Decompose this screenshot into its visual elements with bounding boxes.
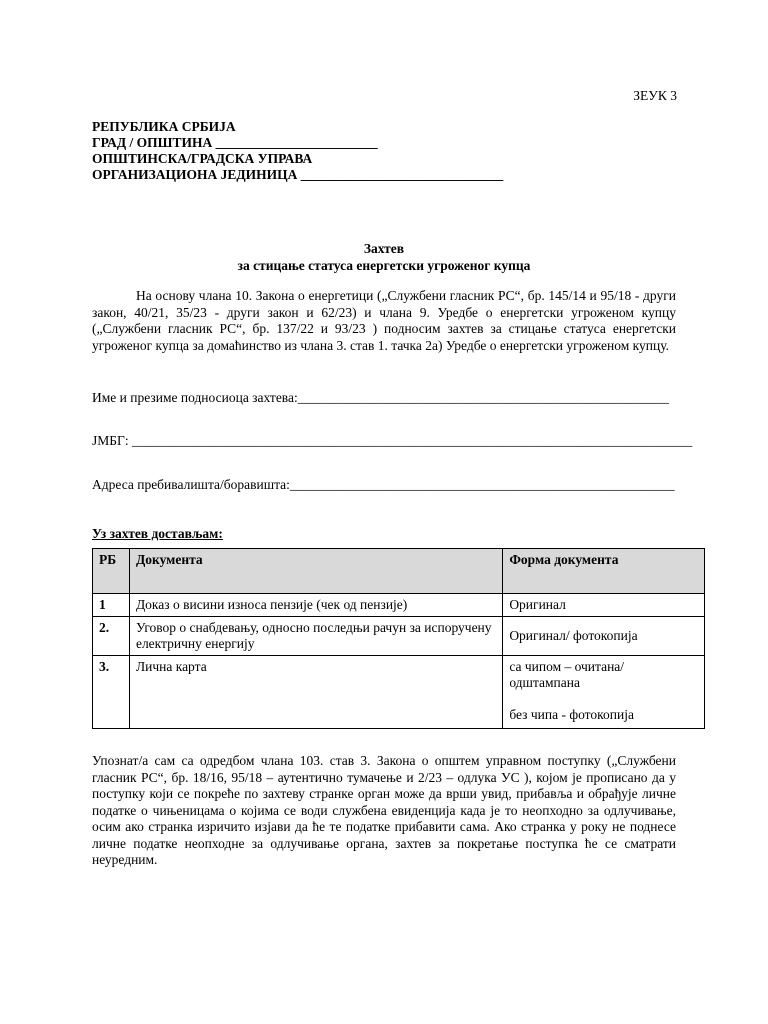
row-number: 3. — [93, 656, 130, 729]
row-form: Оригинал/ фотокопија — [503, 617, 705, 656]
form-with-chip: са чипом – очитана/одштампана — [509, 659, 625, 690]
documents-table — [92, 548, 705, 729]
header-administration: ОПШТИНСКА/ГРАДСКА УПРАВА — [92, 151, 313, 166]
intro-text: На основу члана 10. Закона о енергетици („Службени гласник РС“, бр. 145/14 и 95/18 - други закон, 40/21, 35/23 - други закон и 62/23) и члана 9. Уредбе о енергетски угроженом купцу („Службени гласник РС“, бр. 137/22 и 93/23 ) подносим захтев за стицање статуса енергетски угроженог купца за домаћинство из члана 3. став 1. тачка 2а) Уредбе о енергетски угроженом купцу. — [92, 288, 676, 353]
row-document: Лична карта — [129, 656, 502, 729]
row-number: 2. — [93, 617, 130, 656]
header-organizational-unit: ОРГАНИЗАЦИОНА ЈЕДИНИЦА ______________________________ — [92, 167, 504, 182]
row-document: Доказ о висини износа пензије (чек од пензије) — [129, 594, 502, 617]
header-document-form: Форма документа — [503, 549, 705, 594]
enclosures-heading: Уз захтев достављам: — [92, 526, 223, 541]
row-form — [503, 656, 705, 729]
table-row — [93, 594, 705, 617]
request-title — [92, 240, 676, 274]
form-without-chip: без чипа - фотокопија — [509, 707, 634, 722]
header-city-municipality: ГРАД / ОПШТИНА ________________________ — [92, 135, 378, 150]
table-row — [93, 656, 705, 729]
applicant-name-field: Име и презиме подносиоца захтева:_______________________________________________________ — [92, 390, 669, 405]
title-main: Захтев — [363, 241, 405, 256]
table-row — [93, 617, 705, 656]
form-code: ЗЕУК 3 — [633, 88, 677, 103]
row-document: Уговор о снабдевању, односно последњи рачун за испоручену електричну енергију — [129, 617, 502, 656]
row-form: Оригинал — [503, 594, 705, 617]
table-header-row — [93, 549, 705, 594]
authority-header — [92, 119, 503, 183]
address-field: Адреса пребивалишта/боравишта:_________________________________________________________ — [92, 477, 675, 492]
header-number: РБ — [93, 549, 130, 594]
title-subtitle: за стицање статуса енергетски угроженог купца — [237, 258, 531, 273]
header-document: Документа — [129, 549, 502, 594]
intro-paragraph — [92, 288, 676, 354]
row-number: 1 — [93, 594, 130, 617]
header-country: РЕПУБЛИКА СРБИЈА — [92, 119, 236, 134]
jmbg-field: ЈМБГ: ___________________________________________________________________________________ — [92, 433, 693, 448]
consent-note: Упознат/а сам са одредбом члана 103. став 3. Закона о општем управном поступку („Службени гласник РС“, бр. 18/16, 95/18 – аутентично тумачење и 2/23 – одлука УС ), којом је прописано да у поступку који се покреће по захтеву странке орган може да врши увид, прибавља и обрађује личне податке о чињеницама о којима се води службена евиденција када је то неопходно за одлучивање, осим ако странка изричито изјави да ће те податке прибавити сама. Ако странка у року не поднесе личне податке неопходне за одлучивање органа, захтев за покретање поступка ће се сматрати неуредним. — [92, 753, 676, 867]
